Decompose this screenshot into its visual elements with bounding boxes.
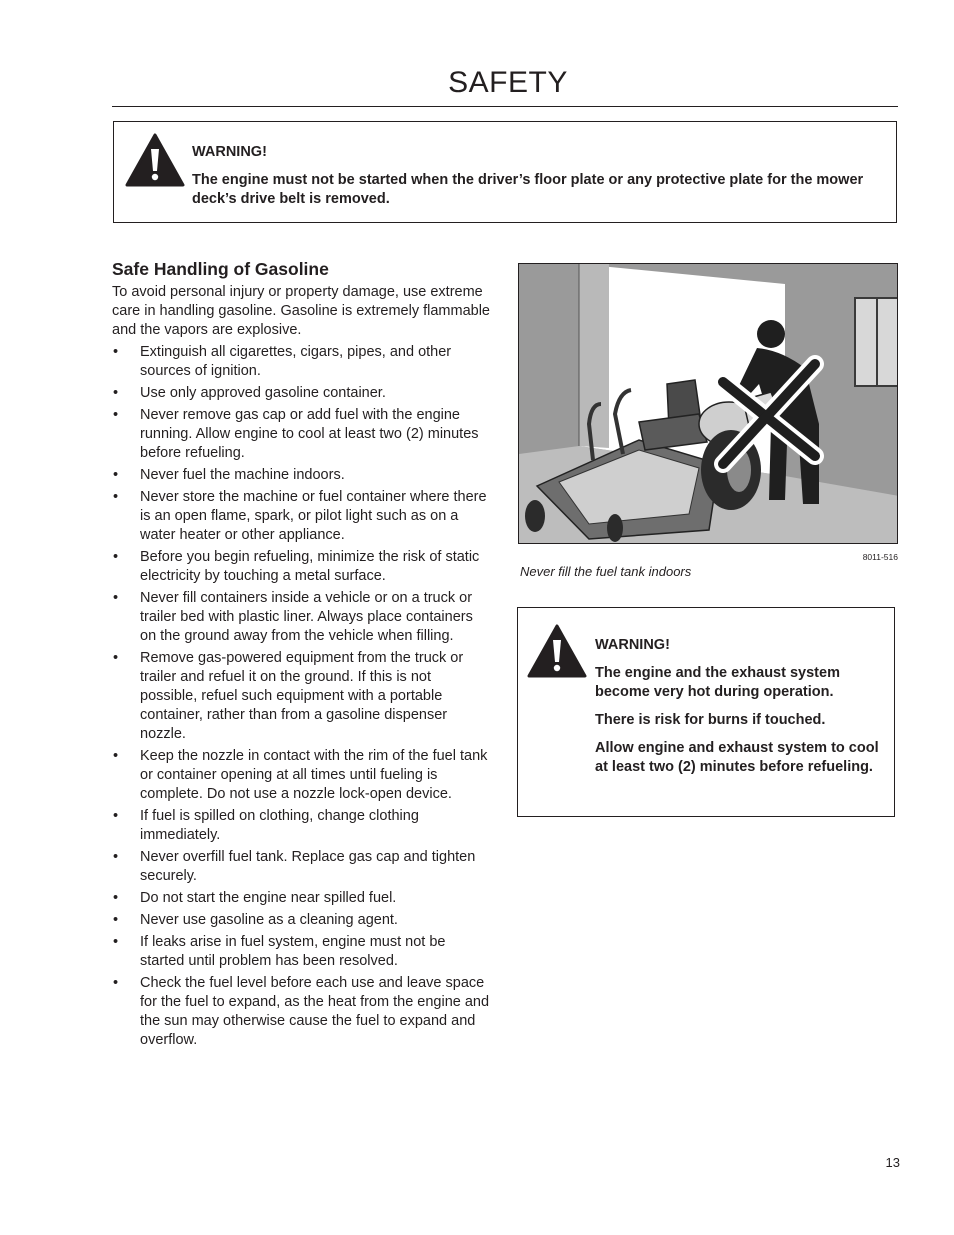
list-item [112,889,492,908]
figure-fueling-illustration [518,263,898,544]
warning-triangle-icon [527,624,587,678]
bullet-icon: • [113,650,119,666]
gasoline-safety-list [112,343,492,1053]
bullet-icon: • [113,467,119,483]
list-item [112,933,492,971]
warning-paragraph: There is risk for burns if touched. [595,712,826,728]
bullet-icon: • [113,590,119,606]
list-item-text: Keep the nozzle in contact with the rim of the fuel tank or container opening at all times until fueling is complete. Do not use a nozzle lock-open device. [140,748,488,802]
page-number: 13 [885,1155,900,1170]
list-item-text: Never fuel the machine indoors. [140,467,345,483]
bullet-icon: • [113,344,119,360]
list-item-text: Never remove gas cap or add fuel with the engine running. Allow engine to cool at least two (2) minutes before refueling. [140,407,479,461]
list-item [112,911,492,930]
list-item [112,649,492,744]
list-item-text: Use only approved gasoline container. [140,385,386,401]
figure-caption: Never fill the fuel tank indoors [520,564,692,579]
list-item [112,747,492,804]
list-item [112,343,492,381]
fueling-illustration [519,264,898,544]
list-item-text: Never overfill fuel tank. Replace gas cap and tighten securely. [140,849,476,884]
list-item-text: Before you begin refueling, minimize the risk of static electricity by touching a metal surface. [140,549,480,584]
bullet-icon: • [113,385,119,401]
warning-heading: WARNING! [595,637,670,653]
figure-code: 8011-516 [862,552,898,562]
warning-triangle-icon [125,133,185,187]
warning-paragraph: The engine and the exhaust system become very hot during operation. [595,665,840,700]
bullet-icon: • [113,407,119,423]
list-item [112,384,492,403]
bullet-icon: • [113,808,119,824]
section-heading: Safe Handling of Gasoline [112,259,329,279]
warning-heading: WARNING! [192,144,267,160]
list-item-text: If fuel is spilled on clothing, change clothing immediately. [140,808,419,843]
list-item [112,466,492,485]
list-item-text: Remove gas-powered equipment from the truck or trailer and refuel it on the ground. If this is not possible, refuel such equipment with a portable container, rather than from a gasoline dispenser nozzle. [140,650,464,742]
list-item [112,589,492,646]
bullet-icon: • [113,849,119,865]
warning-box-hot-engine [517,607,895,817]
list-item [112,974,492,1050]
bullet-icon: • [113,890,119,906]
list-item [112,848,492,886]
title-divider [112,106,898,107]
page-title: SAFETY [448,66,568,99]
list-item-text: Never store the machine or fuel container where there is an open flame, spark, or pilot light such as on a water heater or other appliance. [140,489,487,543]
bullet-icon: • [113,748,119,764]
warning-text: The engine must not be started when the driver’s floor plate or any protective plate for the mower deck’s drive belt is removed. [192,172,864,207]
warning-paragraph: Allow engine and exhaust system to cool at least two (2) minutes before refueling. [595,740,879,775]
list-item [112,548,492,586]
list-item [112,488,492,545]
section-intro: To avoid personal injury or property damage, use extreme care in handling gasoline. Gasoline is extremely flammable and the vapors are explosive. [112,284,490,338]
list-item-text: If leaks arise in fuel system, engine must not be started until problem has been resolved. [140,934,446,969]
list-item [112,406,492,463]
bullet-icon: • [113,912,119,928]
bullet-icon: • [113,489,119,505]
warning-box-engine-plates [113,121,897,223]
list-item-text: Extinguish all cigarettes, cigars, pipes, and other sources of ignition. [140,344,452,379]
list-item-text: Do not start the engine near spilled fuel. [140,890,397,906]
bullet-icon: • [113,975,119,991]
list-item-text: Never use gasoline as a cleaning agent. [140,912,398,928]
list-item-text: Check the fuel level before each use and leave space for the fuel to expand, as the heat from the engine and the sun may otherwise cause the fuel to expand and overflow. [140,975,490,1048]
bullet-icon: • [113,934,119,950]
list-item-text: Never fill containers inside a vehicle or on a truck or trailer bed with plastic liner. Always place containers on the ground away from the vehicle when filling. [140,590,473,644]
list-item [112,807,492,845]
bullet-icon: • [113,549,119,565]
